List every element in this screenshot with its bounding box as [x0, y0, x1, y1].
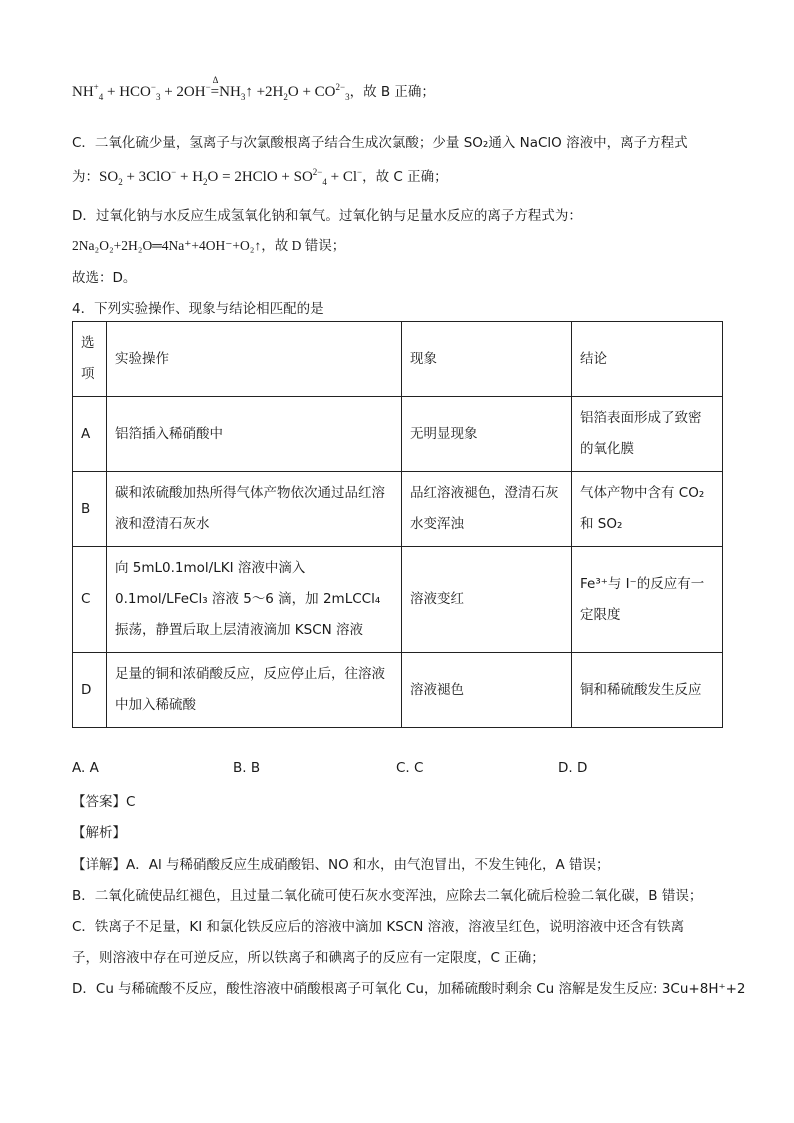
equation-d: 2Na₂O₂+2H₂O═4Na⁺+4OH⁻+O₂↑，故 D 错误；	[72, 238, 346, 253]
table-header-row	[73, 322, 723, 397]
option-d-explanation: D．过氧化钠与水反应生成氢氧化钠和氧气。过氧化钠与足量水反应的离子方程式为：	[72, 208, 582, 224]
experiment-table	[72, 321, 723, 728]
table-row: B 碳和浓硫酸加热所得气体产物依次通过品红溶液和澄清石灰水 品红溶液褪色，澄清石灰水变浑浊 气体产物中含有 CO₂ 和 SO₂	[73, 472, 723, 547]
equation-c: 为：$SO_2 + 3ClO^- + H_2O$ = 2HClO + $SO^{2-}_4 + Cl^-$，故 C 正确；	[72, 167, 448, 187]
option-c: C. C	[396, 760, 424, 776]
header-option: 选项	[73, 322, 107, 397]
detail-line: 【详解】A．Al 与稀硝酸反应生成硝酸铝、NO 和水，由气泡冒出，不发生钝化，A 错误；	[72, 857, 610, 873]
heat-condition: Δ =	[210, 75, 220, 100]
option-d: D. D	[558, 760, 588, 776]
header-conclusion: 结论	[572, 322, 723, 397]
answer-label: 【答案】	[72, 794, 126, 810]
header-phenomenon: 现象	[402, 322, 572, 397]
detail-line: 子，则溶液中存在可逆反应，所以铁离子和碘离子的反应有一定限度，C 正确；	[72, 950, 545, 966]
detail-line: D．Cu 与稀硫酸不反应，酸性溶液中硝酸根离子可氧化 Cu，加稀硫酸时剩余 Cu 溶解是发生反应: 3Cu+8H⁺+2	[72, 981, 746, 997]
equation-b: $NH^+_4 + HCO^-_3 + 2OH^-$ Δ $=NH_3↑ +2H_2O + CO^{2-}_3$，故 B 正确；	[72, 75, 435, 102]
option-b: B. B	[233, 760, 261, 776]
table-row: C 向 5mL0.1mol/LKI 溶液中滴入 0.1mol/LFeCl₃ 溶液 5～6 滴，加 2mLCCl₄振荡，静置后取上层清液滴加 KSCN 溶液 溶液变红 Fe³⁺与 I⁻的反应有一定限度	[73, 547, 723, 653]
detail-line: B．二氧化硫使品红褪色，且过量二氧化硫可使石灰水变浑浊，应除去二氧化硫后检验二氧化碳，B 错误；	[72, 888, 703, 904]
option-a: A. A	[72, 760, 99, 776]
answer-value: C	[126, 794, 136, 810]
header-operation: 实验操作	[107, 322, 402, 397]
eq-term: NH	[72, 84, 94, 100]
table-row: D 足量的铜和浓硝酸反应，反应停止后，往溶液中加入稀硫酸 溶液褪色 铜和稀硫酸发生反应	[73, 653, 723, 728]
question-4-title: 4．下列实验操作、现象与结论相匹配的是	[72, 301, 324, 317]
option-c-explanation: C．二氧化硫少量，氢离子与次氯酸根离子结合生成次氯酸；少量 SO₂通入 NaClO 溶液中，离子方程式	[72, 135, 688, 151]
answer-line	[72, 790, 135, 810]
analysis-label: 【解析】	[72, 825, 126, 841]
detail-line: C．铁离子不足量，KI 和氯化铁反应后的溶液中滴加 KSCN 溶液，溶液呈红色，说明溶液中还含有铁离	[72, 919, 685, 935]
answer-choice: 故选：D。	[72, 270, 137, 286]
table-row: A 铝箔插入稀硝酸中 无明显现象 铝箔表面形成了致密的氧化膜	[73, 397, 723, 472]
